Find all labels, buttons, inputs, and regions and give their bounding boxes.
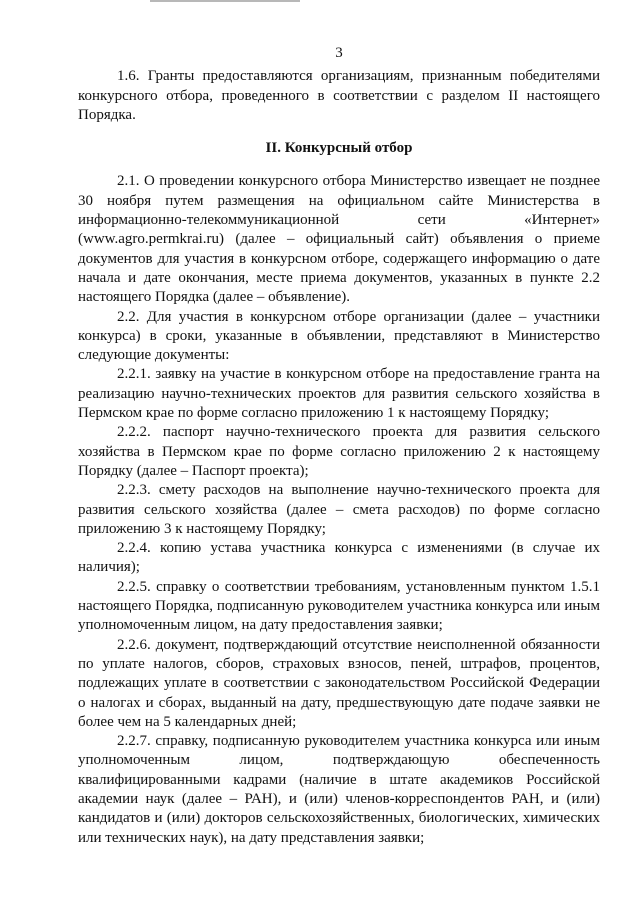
paragraph-2-2-5: 2.2.5. справку о соответствии требованиям, установленным пунктом 1.5.1 настоящего Порядка, подписанную руководителем участника конкурса или иным уполномоченным лицом, на дату предоставления заявки; — [78, 578, 600, 634]
paragraph-2-2-1: 2.2.1. заявку на участие в конкурсном отборе на предоставление гранта на реализацию научно-технических проектов для развития сельского хозяйства в Пермском крае по форме согласно приложению 1 к настоящему Порядку; — [78, 366, 600, 422]
paragraph-2-2-7: 2.2.7. справку, подписанную руководителем участника конкурса или иным уполномоченным лицом, подтверждающую обеспеченность квалифицированными кадрами (наличие в штате академиков Российской академии наук (далее – РАН), и (или) членов-корреспондентов РАН, и (или) кандидатов и (или) докторов сельскохозяйственных, биологических, химических или технических наук), на дату представления заявки; — [78, 733, 600, 846]
paragraph-2-2-4: 2.2.4. копию устава участника конкурса с изменениями (в случае их наличия); — [78, 540, 600, 576]
paragraph-2-2-2: 2.2.2. паспорт научно-технического проекта для развития сельского хозяйства в Пермском крае по форме согласно приложению 2 к настоящему Порядку (далее – Паспорт проекта); — [78, 424, 600, 479]
paragraph-2-2-6: 2.2.6. документ, подтверждающий отсутствие неисполненной обязанности по уплате налогов, сборов, страховых взносов, пеней, штрафов, процентов, подлежащих уплате в соответствии с законодательством Российской Федерации о налогах и сборах, выданный на дату, предшествующую дате подаче заявки не более чем на 5 календарных дней; — [78, 636, 600, 730]
section-heading: II. Конкурсный отбор — [265, 140, 413, 157]
paragraph-2-2-3: 2.2.3. смету расходов на выполнение научно-технического проекта для развития сельского хозяйства (далее – смета расходов) по форме согласно приложению 3 к настоящему Порядку; — [78, 482, 600, 537]
page-number: 3 — [335, 45, 343, 61]
paragraph-1-6: 1.6. Гранты предоставляются организациям, признанным победителями конкурсного отбора, проведенного в соответствии с разделом II настоящего Порядка. — [78, 68, 600, 123]
scan-top-edge — [150, 0, 300, 2]
document-page — [78, 44, 600, 848]
paragraph-2-2: 2.2. Для участия в конкурсном отборе организации (далее – участники конкурса) в сроки, указанные в объявлении, представляют в Министерство следующие документы: — [78, 308, 600, 364]
paragraph-2-1: 2.1. О проведении конкурсного отбора Министерство извещает не позднее 30 ноября путем размещения на официальном сайте Министерства в информационно-телекоммуникационной сети «Интернет» (www.agro.permkrai.ru) (далее – официальный сайт) объявления о приеме документов для участия в конкурсном отборе, содержащего информацию о дате начала и дате окончания, месте приема документов, указанных в пункте 2.2 настоящего Порядка (далее – объявление). — [78, 173, 600, 306]
